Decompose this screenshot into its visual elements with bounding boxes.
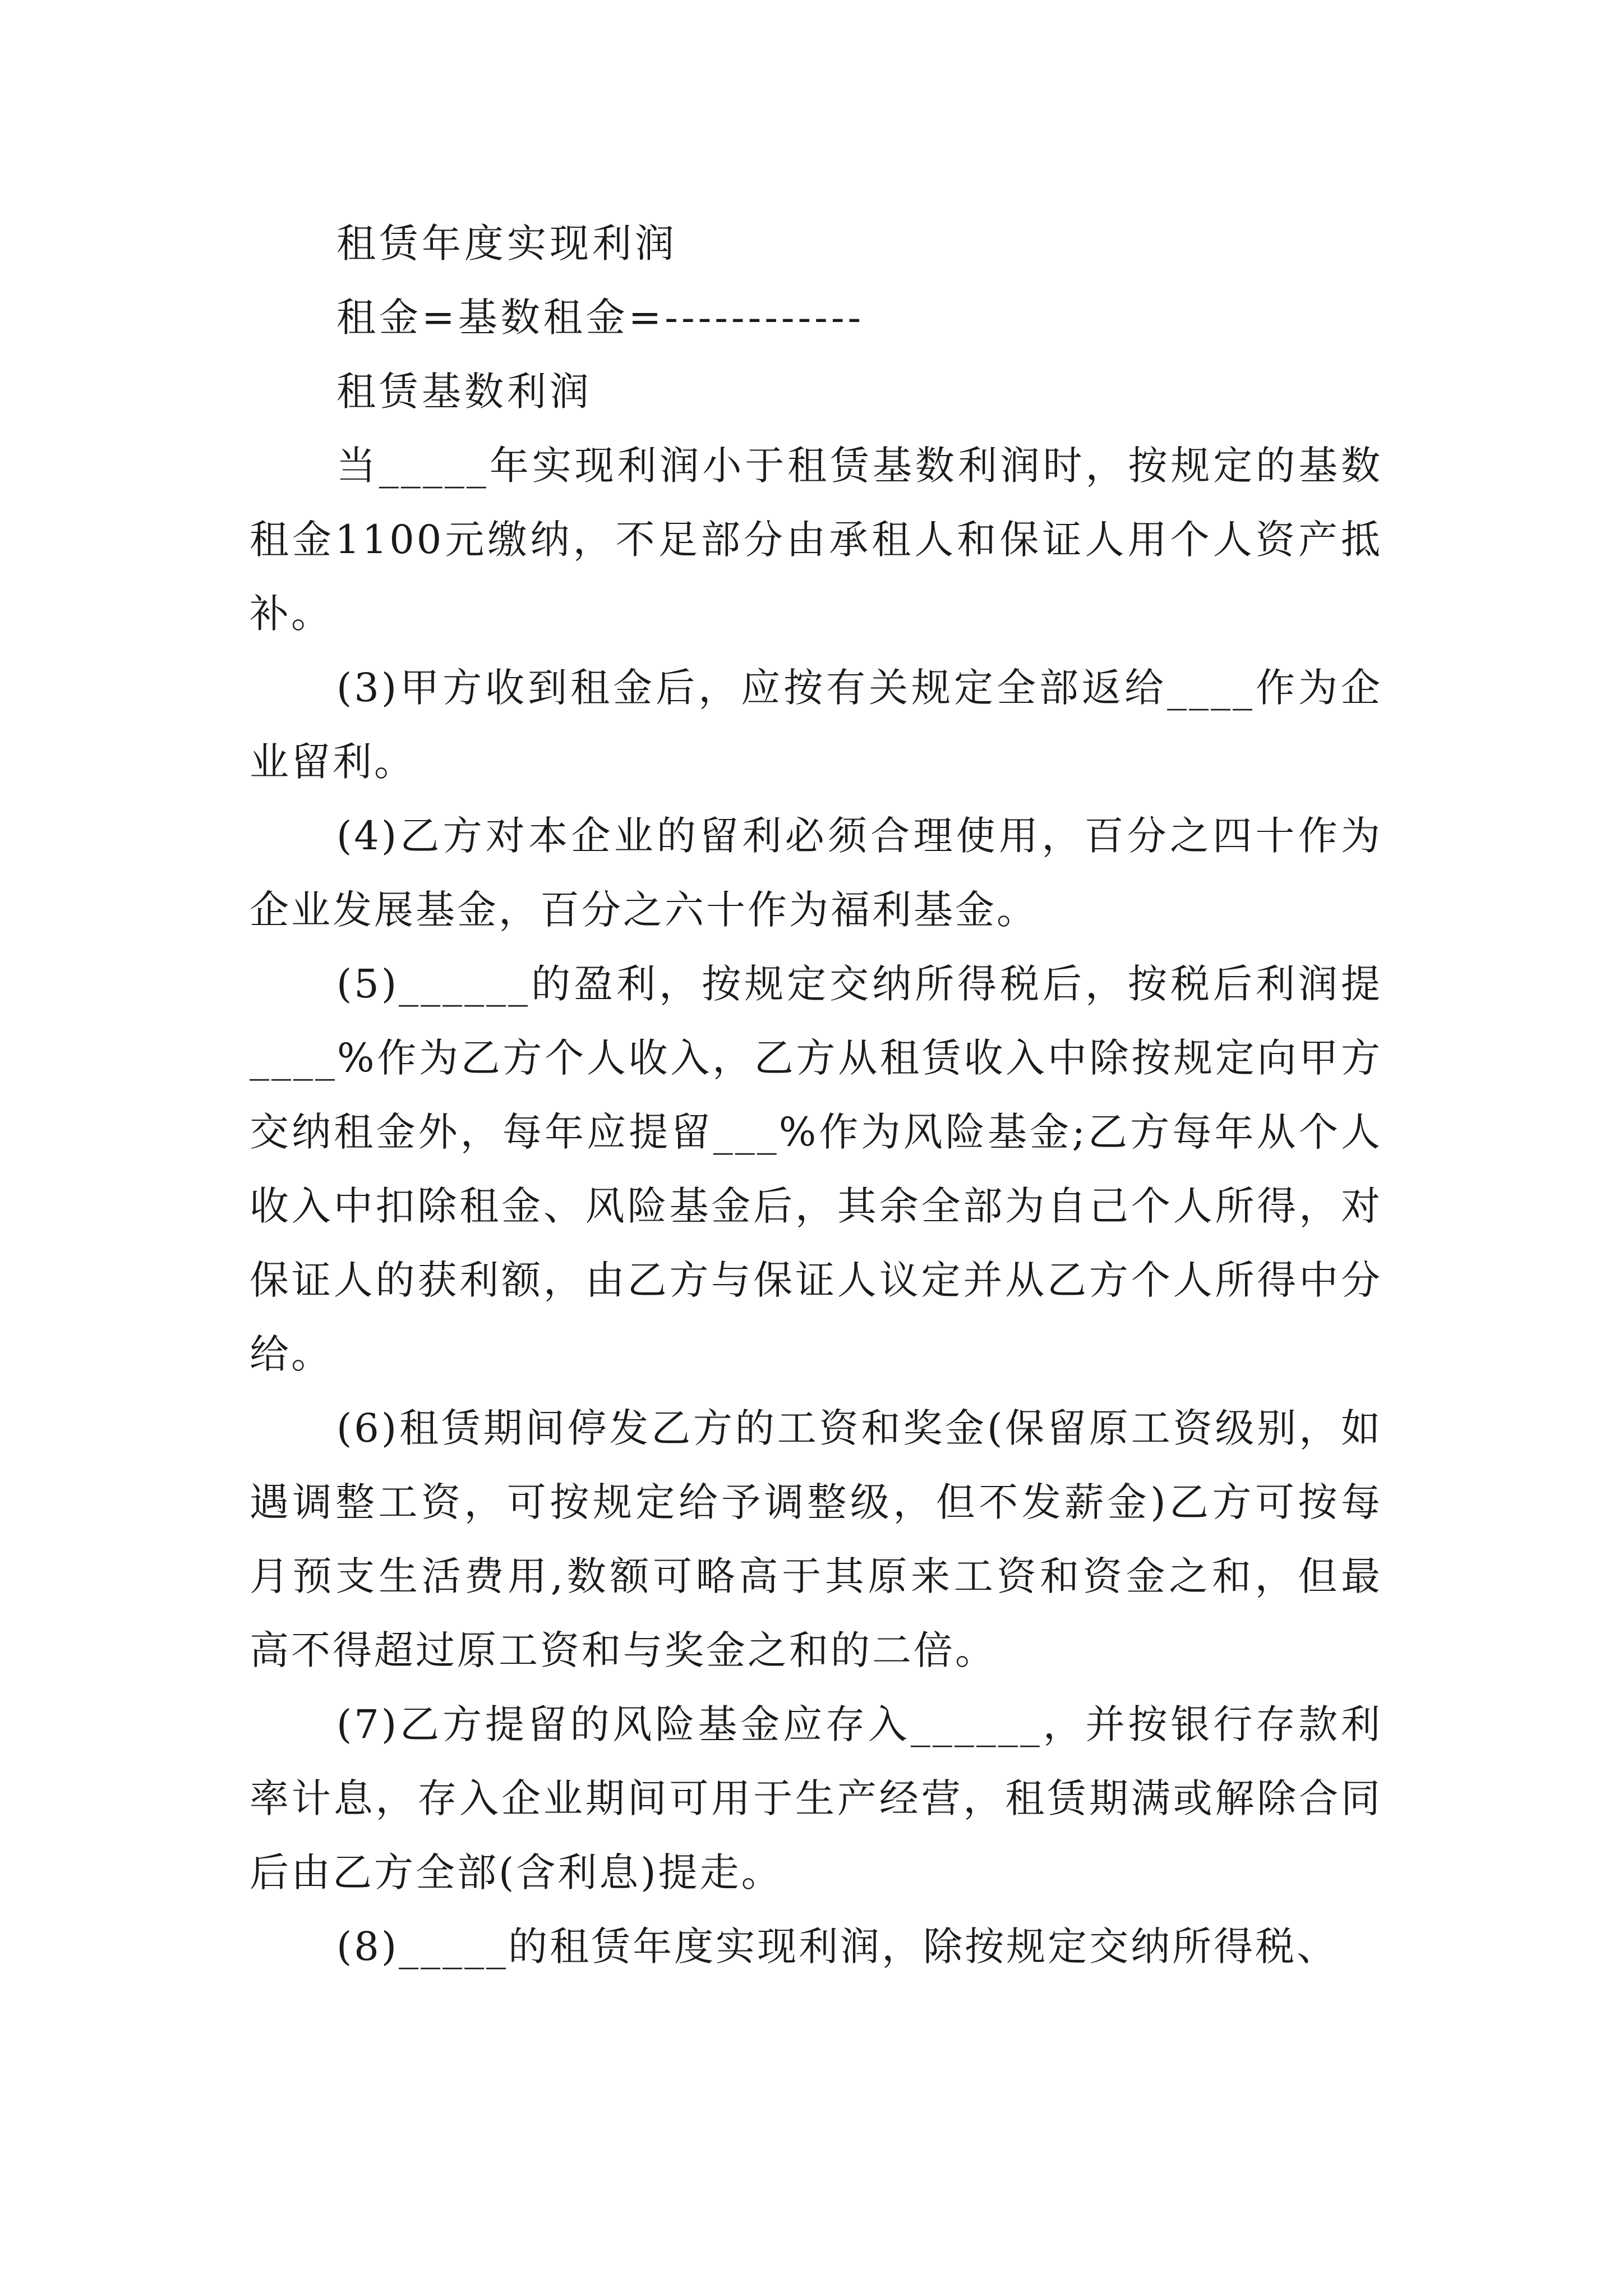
paragraph-clause-8: (8)_____的租赁年度实现利润，除按规定交纳所得税、	[336, 1924, 1339, 1970]
formula-numerator: 租赁年度实现利润	[336, 220, 677, 266]
paragraph-clause-5: (5)______的盈利，按规定交纳所得税后，按税后利润提____%作为乙方个人收入，乙方从租赁收入中除按规定向甲方交纳租金外，每年应提留___%作为风险基金;乙方每年从个人收入中扣除租金、风险基金后，其余全部为自己个人所得，对保证人的获利额，由乙方与保证人议定并从乙方个人所得中分给。	[250, 961, 1382, 1377]
formula-equation: 租金=基数租金=------------	[336, 295, 865, 341]
paragraph-base-rent: 当_____年实现利润小于租赁基数利润时，按规定的基数租金1100元缴纳，不足部分由承租人和保证人用个人资产抵补。	[250, 443, 1382, 637]
paragraph-clause-6: (6)租赁期间停发乙方的工资和奖金(保留原工资级别，如遇调整工资，可按规定给予调整级，但不发薪金)乙方可按每月预支生活费用,数额可略高于其原来工资和资金之和，但最高不得超过原工资和与奖金之和的二倍。	[250, 1405, 1382, 1673]
paragraph-clause-7: (7)乙方提留的风险基金应存入______，并按银行存款利率计息，存入企业期间可用于生产经营，租赁期满或解除合同后由乙方全部(含利息)提走。	[250, 1701, 1382, 1895]
formula-denominator: 租赁基数利润	[336, 369, 592, 415]
paragraph-clause-3: (3)甲方收到租金后，应按有关规定全部返给____作为企业留利。	[250, 665, 1382, 785]
paragraph-clause-4: (4)乙方对本企业的留利必须合理使用，百分之四十作为企业发展基金，百分之六十作为福利基金。	[250, 813, 1382, 933]
